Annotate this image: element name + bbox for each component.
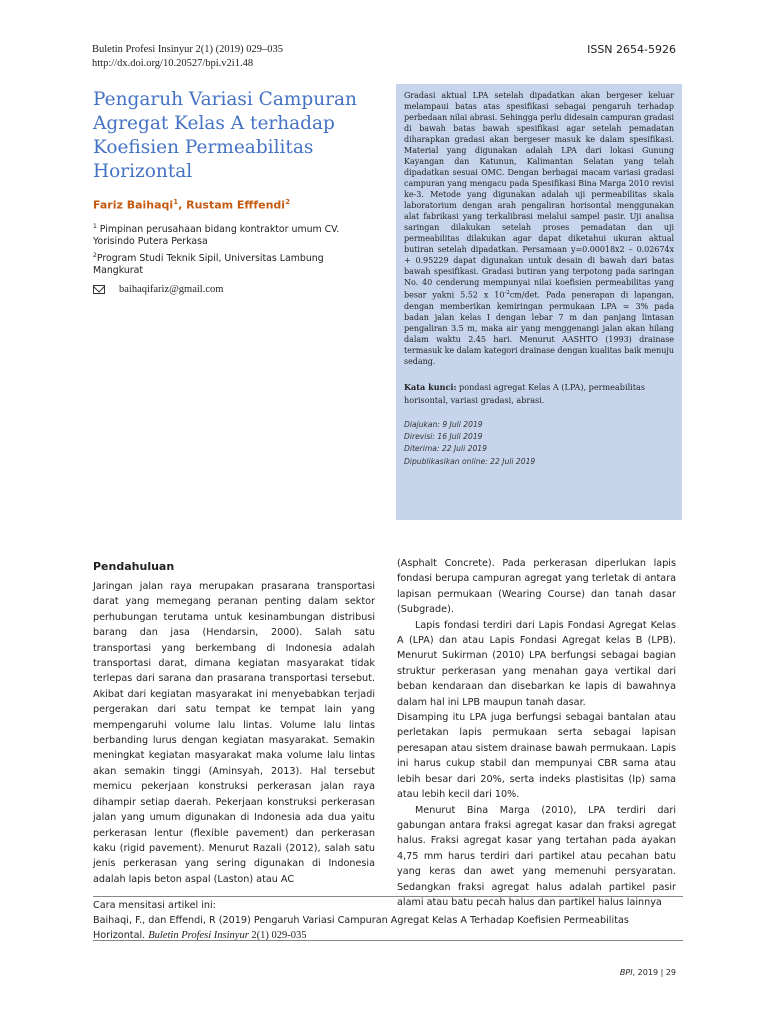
section-heading: Pendahuluan [93,560,175,573]
issn: ISSN 2654-5926 [587,43,676,56]
date-submitted: Diajukan: 9 Juli 2019 [404,419,483,429]
page-footer [620,968,676,977]
author-list [93,198,290,212]
citation-text-part: Horizontal. [93,930,149,941]
article-dates [404,419,674,468]
body-column-left [93,579,375,887]
paragraph: Menurut Bina Marga (2010), LPA terdiri dari gabungan antara fraksi agregat kasar dan fraksi agregat halus. Fraksi agregat kasar yang tertahan pada ayakan 4,75 mm harus terdiri dari partikel atau pecahan batu yang keras dan awet yang memenuhi persyaratan. Sedangkan fraksi agregat halus adalah partikel pasir alami atau batu pecah halus dan partikel halus lainnya [397,804,676,908]
journal-citation-line: Buletin Profesi Insinyur 2(1) (2019) 029–035 [92,44,284,55]
doi-link[interactable]: http://dx.doi.org/10.20527/bpi.v2i1.48 [92,58,254,69]
affiliation-marker: 1 [173,198,179,206]
paragraph: Disamping itu LPA juga berfungsi sebagai bantalan atau perletakan lapis permukaan serta sebagai lapisan peresapan atau sistem drainase bawah permukaan. Lapis ini harus cukup stabil dan mempunyai CBR sama atau lebih besar dari 20%, serta indeks plastisitas (Ip) sama atau lebih kecil dari 10%. [397,712,676,801]
paragraph: (Asphalt Concrete). Pada perkerasan diperlukan lapis fondasi berupa campuran agregat yang terletak di antara lapisan permukaan (Wearing Course) dan tanah dasar (Subgrade). [397,558,676,616]
author-separator: , [178,198,187,212]
affiliation-marker: 2 [285,198,290,206]
title-line: Horizontal [93,161,193,182]
date-revised: Direvisi: 16 Juli 2019 [404,431,483,441]
citation-box [93,898,678,943]
date-accepted: Diterima: 22 Juli 2019 [404,444,487,454]
affiliation [93,250,358,277]
envelope-icon [93,285,105,294]
keywords-text: pondasi agregat Kelas A (LPA), permeabilitas horisontal, variasi gradasi, abrasi. [404,381,645,405]
footer-page: , 2019 | 29 [632,968,676,977]
affiliation-text: Pimpinan perusahaan bidang kontraktor umum CV. Yorisindo Putera Perkasa [93,224,340,248]
email-row [93,284,223,295]
affiliation-number: 2 [93,252,97,259]
abstract-text [404,90,674,367]
body-column-right [397,556,676,910]
author-name: Fariz Baihaqi [93,198,174,212]
affiliation-number: 1 [93,223,97,230]
email-address[interactable]: baihaqifariz@gmail.com [119,284,224,295]
abstract-text-part: Gradasi aktual LPA setelah dipadatkan akan bergeser keluar melampaui batas atas spesifikasi sebagai pengaruh terhadap perbedaan nilai abrasi. Sehingga perlu didesain campuran gradasi di bawah batas bawah spesifikasi agar setelah pemadatan diharapkan gradasi akan bergeser masuk ke dalam spesifikasi. Material yang digunakan adalah LPA dari lokasi Gunung Kayangan dan Katunun, Kalimantan Selatan yang telah dipadatkan sesuai OMC. Dengan berbagai macam variasi gradasi campuran yang mengacu pada Spesifikasi Bina Marga 2010 revisi ke-3. Metode yang digunakan adalah uji permeabilitas skala laboratorium dengan arah pengaliran horisontal menggunakan alat fabrikasi yang terkalibrasi melalui sampel pasir. Uji analisa saringan dilakukan setelah proses pemadatan dan uji permeabilitas dilakukan agar dapat diketahui ukuran aktual butiran setelah dipadatkan. Persamaan y=0.00018x2 – 0.02674x + 0.95229 dapat digunakan untuk desain di bawah dari batas bawah spesifikasi. Gradasi butiran yang terpotong pada saringan No. 40 cenderung mempunyai nilai koefisien permeabilitas yang besar yakni 5.52 x 10 [404,91,674,300]
abstract-box [396,84,682,520]
title-line: Agregat Kelas A terhadap [93,113,335,134]
footer-journal: BPI [619,968,633,977]
citation-label: Cara mensitasi artikel ini: [93,900,216,911]
paragraph: Jaringan jalan raya merupakan prasarana transportasi darat yang memegang peranan penting dalam sektor perhubungan terutama untuk kesinambungan distribusi barang dan jasa (Hendarsin, 2000). Salah satu transportasi yang berkembang di Indonesia adalah transportasi darat, dimana kegiatan masyarakat tidak terlepas dari sarana dan prasarana transportasi tersebut. Akibat dari kegiatan masyarakat ini menyebabkan terjadi pergerakan dari satu tempat ke tempat lain yang mempengaruhi volume lalu lintas. Volume lalu lintas berbanding lurus dengan kegiatan masyarakat. Semakin meningkat kegiatan masyarakat maka volume lalu lintas akan semakin tinggi (Aminsyah, 2013). Hal tersebut memicu pekerjaan konstruksi perkerasan jalan raya dihampir setiap daerah. Pekerjaan konstruksi perkerasan jalan yang umum digunakan di Indonesia ada dua yaitu perkerasan lentur (flexible pavement) dan perkerasan kaku (rigid pavement). Menurut Razali (2012), salah satu jenis perkerasan yang sering digunakan di Indonesia adalah lapis beton aspal (Laston) atau AC [93,581,375,885]
running-header [92,43,283,71]
divider [93,940,683,941]
affiliation-text: Program Studi Teknik Sipil, Universitas Lambung Mangkurat [93,253,324,277]
keywords-label: Kata kunci: [404,381,457,392]
keywords [404,381,674,407]
date-published: Dipublikasikan online: 22 Juli 2019 [404,456,536,466]
journal-volume: 2(1) 029-035 [248,930,307,941]
title-line: Koefisien Permeabilitas [93,137,314,158]
abstract-text-part: cm/det. Pada penerapan di lapangan, dengan memberikan kemiringan permukaan LPA = 3% pada badan jalan kelas I dengan lebar 7 m dan panjang lintasan pengaliran 3.5 m, maka air yang menggenangi jalan akan hilang dalam waktu 2.45 hari. Menurut AASHTO (1993) drainase termasuk ke dalam kategori drainase dengan kualitas baik menuju sedang. [404,290,674,366]
author-name: Rustam Efffendi [186,198,286,212]
paragraph: Lapis fondasi terdiri dari Lapis Fondasi Agregat Kelas A (LPA) dan atau Lapis Fondasi Agregat kelas B (LPB). Menurut Sukirman (2010) LPA berfungsi sebagai bagian struktur perkerasan yang menahan gaya vertikal dari beban kendaraan dan disebarkan ke lapis di bawahnya dalam hal ini LPB maupun tanah dasar. [397,619,676,708]
journal-title: Buletin Profesi Insinyur [148,930,249,941]
divider [93,896,683,897]
title-line: Pengaruh Variasi Campuran [93,89,357,110]
article-title [93,88,383,184]
exponent: -2 [504,290,510,296]
affiliation [93,221,358,248]
citation-text: Baihaqi, F., dan Effendi, R (2019) Pengaruh Variasi Campuran Agregat Kelas A Terhadap Koefisien Permeabilitas [93,915,629,926]
